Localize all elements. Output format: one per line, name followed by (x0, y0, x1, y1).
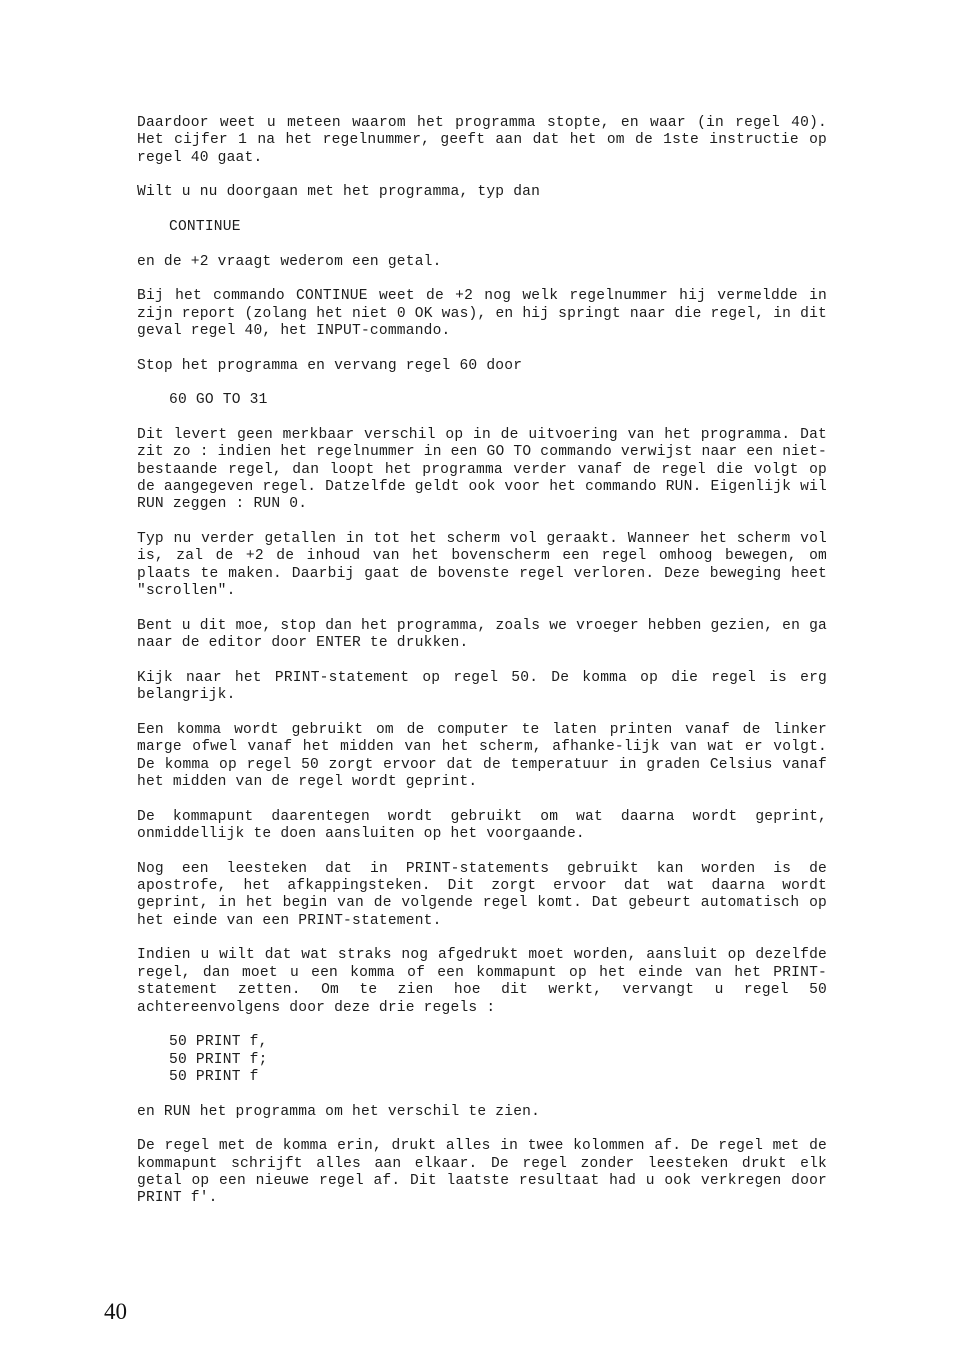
paragraph: Bij het commando CONTINUE weet de +2 nog welk regelnummer hij vermeldde in zijn report (zolang het niet 0 OK was), en hij springt naar die regel, in dit geval regel 40, het INPUT-commando. (137, 288, 827, 339)
code-goto: 60 GO TO 31 (169, 392, 268, 409)
paragraph: en RUN het programma om het verschil te zien. (137, 1103, 541, 1120)
paragraph: Kijk naar het PRINT-statement op regel 50. De komma op die regel is erg belangrijk. (137, 669, 827, 704)
paragraph: en de +2 vraagt wederom een getal. (137, 253, 442, 270)
paragraph: De kommapunt daarentegen wordt gebruikt om wat daarna wordt geprint, onmiddellijk te doen aansluiten op het voorgaande. (137, 808, 827, 843)
page-body (137, 115, 827, 1225)
page-number: 40 (104, 1299, 127, 1324)
paragraph: Wilt u nu doorgaan met het programma, typ dan (137, 184, 541, 201)
paragraph: De regel met de komma erin, drukt alles in twee kolommen af. De regel met de kommapunt schrijft alles aan elkaar. De regel zonder leesteken drukt elk getal op een nieuwe regel af. Dit laatste resultaat had u ook verkregen door PRINT f'. (137, 1138, 827, 1207)
code-line: 50 PRINT f; (169, 1051, 268, 1068)
code-continue: CONTINUE (169, 219, 241, 235)
paragraph: Indien u wilt dat wat straks nog afgedrukt moet worden, aansluit op dezelfde regel, dan moet u een komma of een kommapunt op het einde van het PRINT-statement zetten. Om te zien hoe dit werkt, vervangt u regel 50 achtereenvolgens door deze drie regels : (137, 947, 827, 1016)
paragraph: Stop het programma en vervang regel 60 door (137, 357, 523, 374)
code-block-print (169, 1034, 827, 1086)
paragraph: Een komma wordt gebruikt om de computer te laten printen vanaf de linker marge ofwel vanaf het midden van het scherm, afhanke-lijk van wat er volgt. De komma op regel 50 zorgt ervoor dat de temperatuur in graden Celsius vanaf het midden van de regel wordt geprint. (137, 721, 827, 791)
paragraph: Typ nu verder getallen in tot het scherm vol geraakt. Wanneer het scherm vol is, zal de +2 de inhoud van het bovenscherm een regel omhoog bewegen, om plaats te maken. Daarbij gaat de bovenste regel verloren. Deze beweging heet "scrollen". (137, 531, 827, 600)
paragraph: Daardoor weet u meteen waarom het programma stopte, en waar (in regel 40). Het cijfer 1 na het regelnummer, geeft aan dat het om de 1ste instructie op regel 40 gaat. (137, 115, 827, 166)
paragraph: Dit levert geen merkbaar verschil op in de uitvoering van het programma. Dat zit zo : indien het regelnummer in een GO TO commando verwijst naar een niet-bestaande regel, dan loopt het programma verder vanaf de regel die volgt op de aangegeven regel. Datzelfde geldt ook voor het commando RUN. Eigenlijk wil RUN zeggen : RUN 0. (137, 426, 827, 513)
code-line: 50 PRINT f (169, 1069, 259, 1086)
code-line: 50 PRINT f, (169, 1034, 268, 1051)
paragraph: Nog een leesteken dat in PRINT-statements gebruikt kan worden is de apostrofe, het afkappingsteken. Dit zorgt ervoor dat wat daarna wordt geprint, in het begin van de volgende regel komt. Dat gebeurt automatisch op het einde van een PRINT-statement. (137, 860, 827, 929)
paragraph: Bent u dit moe, stop dan het programma, zoals we vroeger hebben gezien, en ga naar de editor door ENTER te drukken. (137, 617, 827, 652)
